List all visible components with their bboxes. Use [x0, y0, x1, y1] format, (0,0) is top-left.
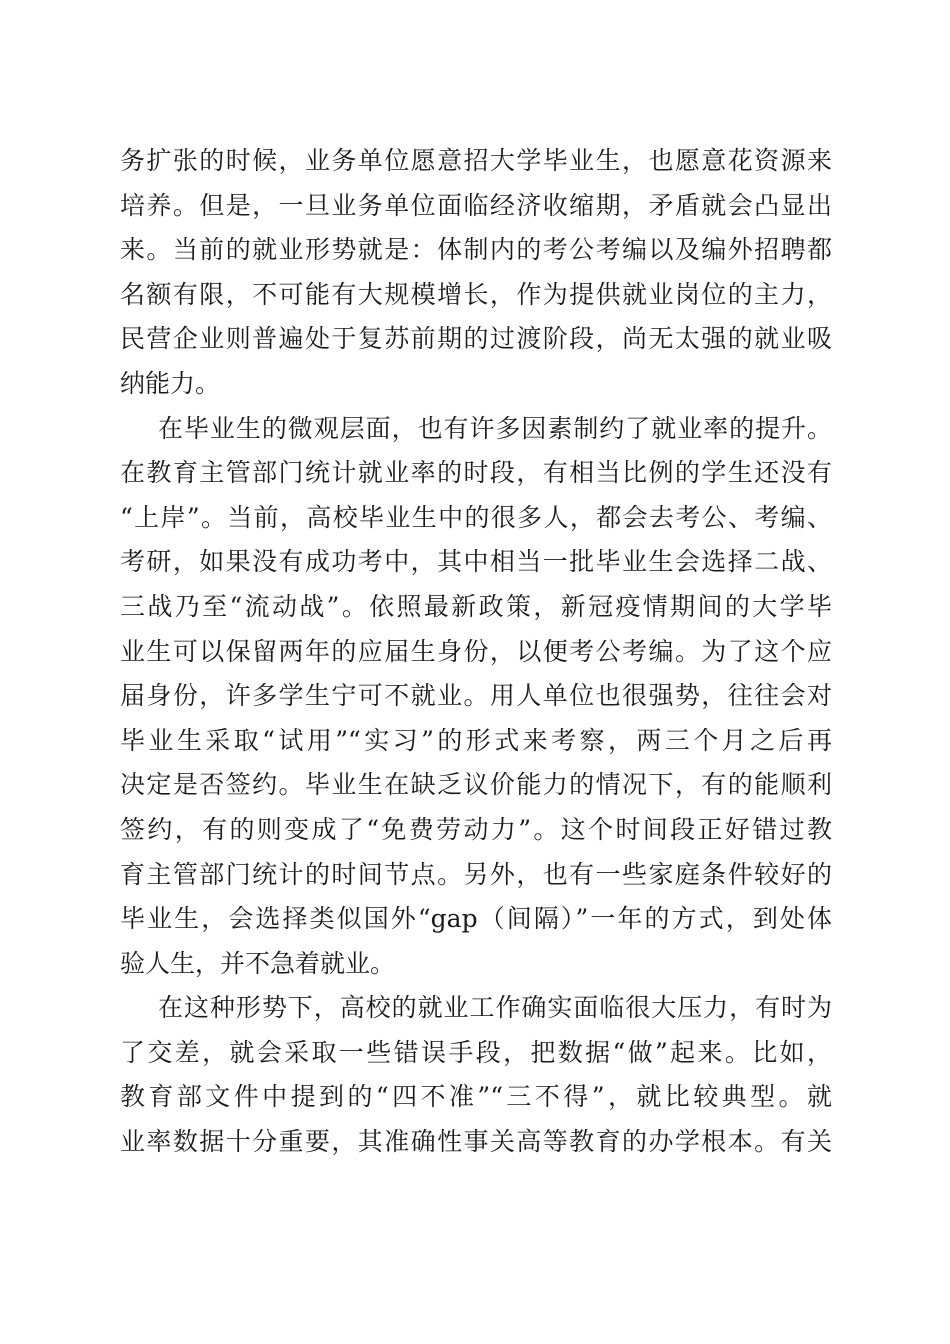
text-line: 务扩张的时候，业务单位愿意招大学毕业生，也愿意花资源来	[120, 146, 832, 175]
text-line: 名额有限，不可能有大规模增长，作为提供就业岗位的主力，	[120, 279, 832, 309]
text-line: 来。当前的就业形势就是：体制内的考公考编以及编外招聘都	[120, 235, 832, 265]
text-line: 教育部文件中提到的“四不准”“三不得”，就比较典型。就	[120, 1082, 832, 1112]
text-line: 了交差，就会采取一些错误手段，把数据“做”起来。比如，	[120, 1037, 832, 1067]
text-line: 业率数据十分重要，其准确性事关高等教育的办学根本。有关	[120, 1127, 832, 1157]
text-line: 三战乃至“流动战”。依照最新政策，新冠疫情期间的大学毕	[120, 591, 832, 621]
text-line: 毕业生，会选择类似国外“gap（间隔）”一年的方式，到处体	[120, 904, 832, 934]
text-line: 毕业生采取“试用”“实习”的形式来考察，两三个月之后再	[120, 725, 832, 755]
text-line: 验人生，并不急着就业。	[120, 948, 396, 978]
text-line: 育主管部门统计的时间节点。另外，也有一些家庭条件较好的	[120, 859, 832, 889]
text-line: 届身份，许多学生宁可不就业。用人单位也很强势，往往会对	[120, 681, 832, 711]
paragraph-3	[120, 986, 832, 1164]
text-line: 在这种形势下，高校的就业工作确实面临很大压力，有时为	[158, 993, 832, 1023]
text-line: 在教育主管部门统计就业率的时段，有相当比例的学生还没有	[120, 458, 832, 488]
text-line: 民营企业则普遍处于复苏前期的过渡阶段，尚无太强的就业吸	[120, 324, 832, 354]
text-line: 培养。但是，一旦业务单位面临经济收缩期，矛盾就会凸显出	[120, 190, 832, 220]
paragraph-2	[120, 407, 832, 987]
text-line: 在毕业生的微观层面，也有许多因素制约了就业率的提升。	[158, 413, 832, 443]
text-line: 纳能力。	[120, 368, 221, 398]
text-line: 业生可以保留两年的应届生身份，以便考公考编。为了这个应	[120, 636, 832, 666]
document-body	[120, 139, 832, 1165]
paragraph-1	[120, 139, 832, 407]
text-line: 签约，有的则变成了“免费劳动力”。这个时间段正好错过教	[120, 814, 832, 844]
text-line: 决定是否签约。毕业生在缺乏议价能力的情况下，有的能顺利	[120, 770, 832, 800]
text-line: “上岸”。当前，高校毕业生中的很多人，都会去考公、考编、	[120, 502, 832, 532]
text-line: 考研，如果没有成功考中，其中相当一批毕业生会选择二战、	[120, 547, 832, 577]
